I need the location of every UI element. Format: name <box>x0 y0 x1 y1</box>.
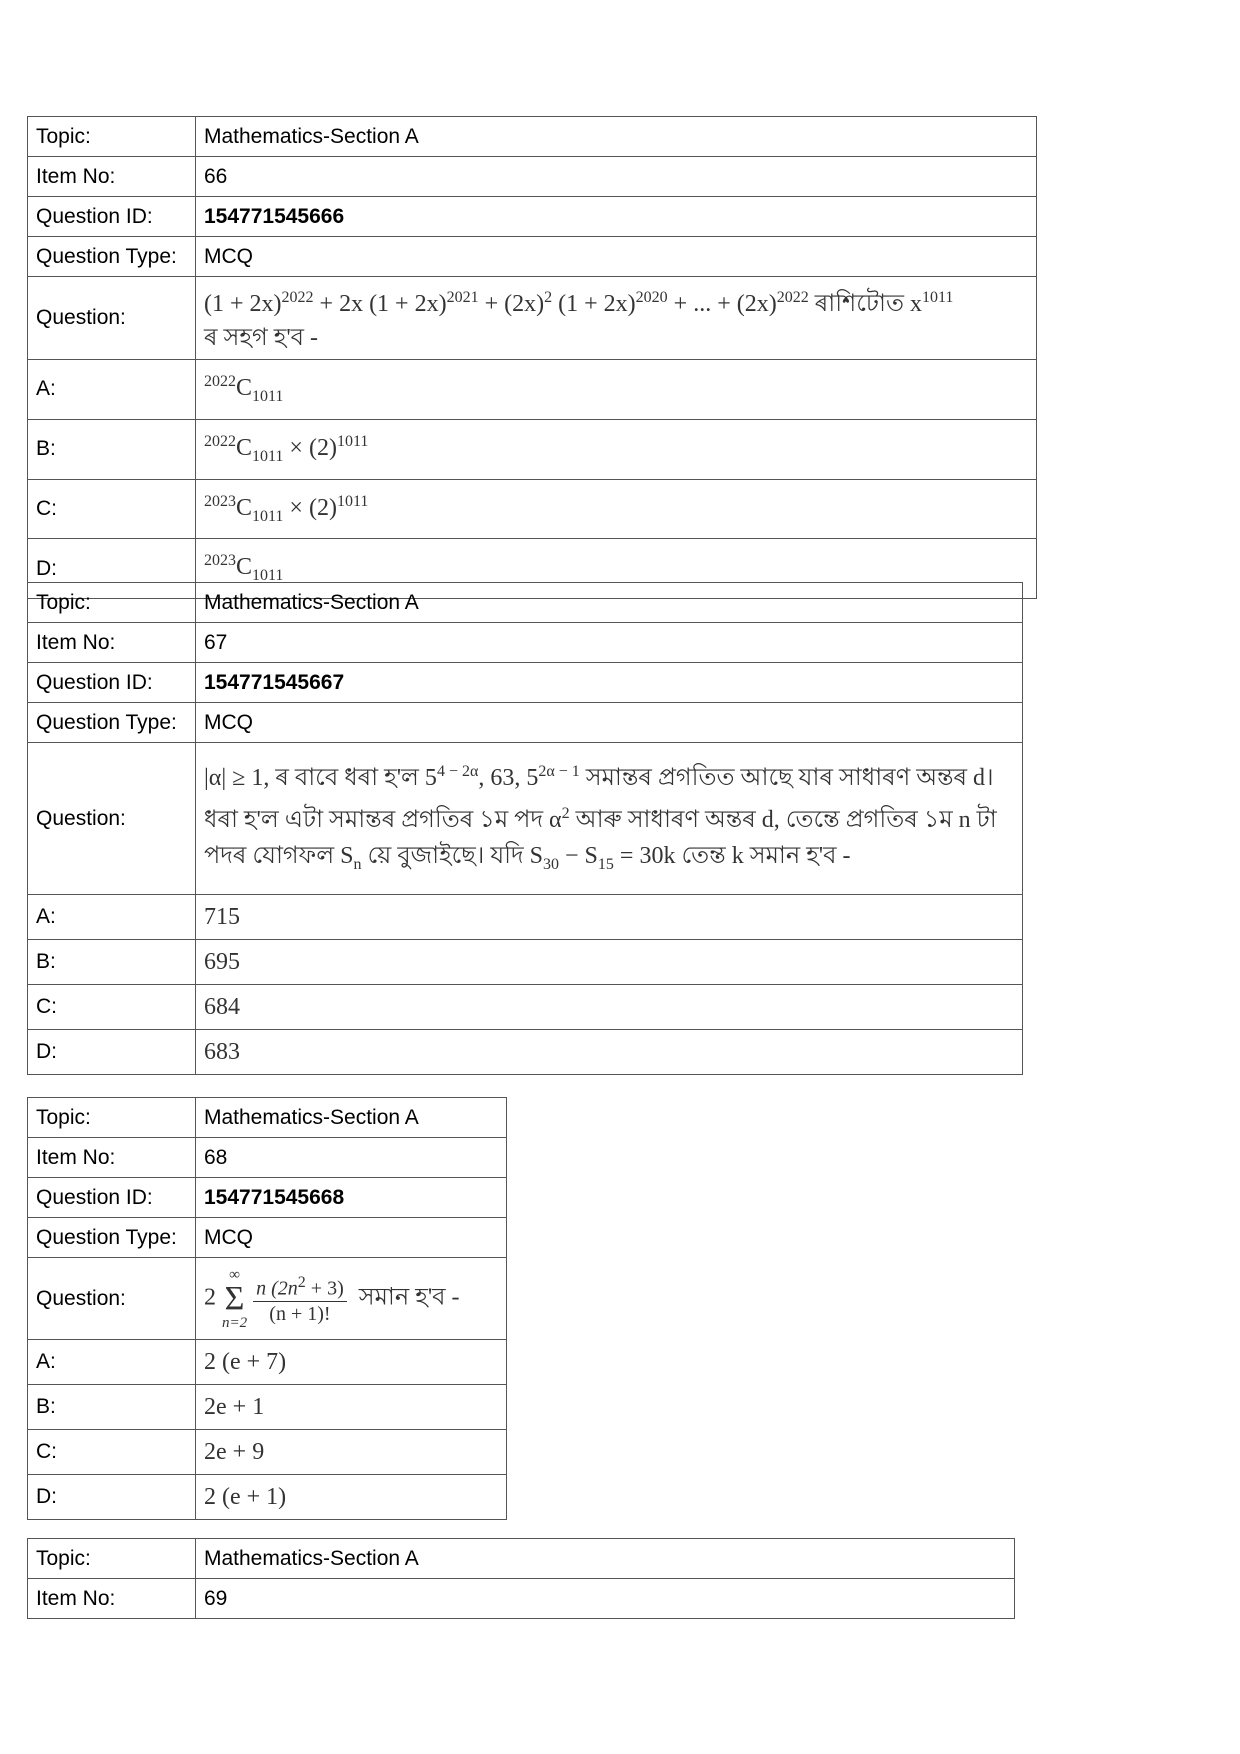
option-d-label: D: <box>28 539 196 599</box>
q-part: + (2x) <box>478 291 545 317</box>
q-part: , 63, 5 <box>478 765 539 792</box>
option-a-value: 715 <box>196 895 1023 940</box>
topic-value: Mathematics-Section A <box>196 1098 507 1138</box>
q-part: সমান্তৰ প্ৰগতিত আছে যাৰ সাধাৰণ অন্তৰ d। ধৰা হ'ল এটা সমান্তৰ প্ৰগতিৰ ১ম পদ α <box>204 765 994 834</box>
question-type-value: MCQ <box>196 1218 507 1258</box>
sum-lower-limit: n=2 <box>222 1314 248 1331</box>
option-c-value: 2e + 9 <box>196 1430 507 1475</box>
topic-label: Topic: <box>28 1539 196 1579</box>
q-part: আৰু সাধাৰণ অন্তৰ d, তেন্তে প্ৰগতিৰ ১ম n টা পদৰ যোগফল S <box>204 807 997 870</box>
q-exp: 2022 <box>776 289 809 306</box>
option-b-value <box>196 419 1037 479</box>
opt-pre: 2023 <box>204 492 236 510</box>
topic-value: Mathematics-Section A <box>196 117 1037 157</box>
opt-sub: 1011 <box>252 567 284 585</box>
question-label: Question: <box>28 743 196 895</box>
q-part: (1 + 2x) <box>204 291 282 317</box>
sigma-symbol: Σ <box>224 1279 245 1317</box>
question-id-label: Question ID: <box>28 197 196 237</box>
option-c-label: C: <box>28 479 196 539</box>
item-no-value: 66 <box>196 157 1037 197</box>
opt-c: C <box>236 434 253 461</box>
question-id-value: 154771545668 <box>196 1178 507 1218</box>
q-part: (1 + 2x) <box>552 291 636 317</box>
question-id-label: Question ID: <box>28 1178 196 1218</box>
question-type-value: MCQ <box>196 703 1023 743</box>
question-id-value: 154771545666 <box>196 197 1037 237</box>
opt-c: C <box>236 554 253 581</box>
option-c-label: C: <box>28 1430 196 1475</box>
topic-label: Topic: <box>28 117 196 157</box>
q-exp: 2021 <box>446 289 479 306</box>
opt-sub: 1011 <box>252 387 284 405</box>
q-part: = 30k তেন্ত k সমান হ'ব - <box>613 843 851 870</box>
question-text <box>196 1258 507 1340</box>
opt-pre: 2022 <box>204 432 236 450</box>
option-c-value: 684 <box>196 985 1023 1030</box>
option-b-label: B: <box>28 1385 196 1430</box>
q-exp: 4 − 2α <box>436 763 479 781</box>
option-a-label: A: <box>28 360 196 420</box>
item-no-label: Item No: <box>28 623 196 663</box>
summation <box>222 1268 247 1330</box>
option-c-value <box>196 479 1037 539</box>
topic-value: Mathematics-Section A <box>196 583 1023 623</box>
opt-pre: 2022 <box>204 373 236 390</box>
opt-tail: × (2) <box>283 494 337 521</box>
option-d-value: 2 (e + 1) <box>196 1475 507 1520</box>
q-exp: 2 <box>544 289 553 306</box>
option-c-label: C: <box>28 985 196 1030</box>
fraction-numerator <box>253 1271 347 1302</box>
option-b-value: 2e + 1 <box>196 1385 507 1430</box>
q-part: |α| ≥ 1, ৰ বাবে ধৰা হ'ল 5 <box>204 765 437 792</box>
opt-exp: 1011 <box>336 492 369 510</box>
question-text <box>196 743 1023 895</box>
opt-pre: 2023 <box>204 552 236 570</box>
option-a-label: A: <box>28 1340 196 1385</box>
opt-sub: 1011 <box>252 507 284 525</box>
q-exp: 2 <box>561 805 570 823</box>
option-b-value: 695 <box>196 940 1023 985</box>
q-part: ৰ সহগ হ'ব - <box>204 325 318 351</box>
q-sub: 15 <box>597 855 614 873</box>
q-part: ৰাশিটোত x <box>808 291 922 317</box>
opt-c: C <box>236 494 253 521</box>
q-exp: 2020 <box>635 289 668 306</box>
item-no-label: Item No: <box>28 1579 196 1619</box>
option-d-value: 683 <box>196 1030 1023 1075</box>
question-type-label: Question Type: <box>28 703 196 743</box>
question-type-label: Question Type: <box>28 1218 196 1258</box>
question-table-68 <box>27 1097 507 1520</box>
question-label: Question: <box>28 1258 196 1340</box>
item-no-label: Item No: <box>28 157 196 197</box>
question-id-value: 154771545667 <box>196 663 1023 703</box>
topic-label: Topic: <box>28 583 196 623</box>
option-d-label: D: <box>28 1030 196 1075</box>
q-coef: 2 <box>204 1284 216 1311</box>
question-type-label: Question Type: <box>28 237 196 277</box>
topic-value: Mathematics-Section A <box>196 1539 1015 1579</box>
option-a-label: A: <box>28 895 196 940</box>
option-a-value: 2 (e + 7) <box>196 1340 507 1385</box>
option-a-value <box>196 360 1037 420</box>
num-part: n (2n <box>256 1277 298 1300</box>
question-label: Question: <box>28 277 196 360</box>
option-d-label: D: <box>28 1475 196 1520</box>
q-tail: সমান হ'ব - <box>358 1284 460 1311</box>
opt-sub: 1011 <box>252 447 284 465</box>
q-part: + ... + (2x) <box>667 291 777 317</box>
question-table-66 <box>27 116 1037 599</box>
question-type-value: MCQ <box>196 237 1037 277</box>
q-sub: n <box>353 855 362 873</box>
question-id-label: Question ID: <box>28 663 196 703</box>
item-no-value: 68 <box>196 1138 507 1178</box>
topic-label: Topic: <box>28 1098 196 1138</box>
opt-c: C <box>236 375 253 401</box>
item-no-label: Item No: <box>28 1138 196 1178</box>
q-exp: 2022 <box>281 289 314 306</box>
num-exp: 2 <box>297 1274 306 1292</box>
question-table-69 <box>27 1538 1015 1619</box>
item-no-value: 69 <box>196 1579 1015 1619</box>
q-part: য়ে বুজাইছে। যদি S <box>361 843 544 870</box>
q-exp: 2α − 1 <box>538 763 580 781</box>
fraction <box>253 1271 347 1326</box>
item-no-value: 67 <box>196 623 1023 663</box>
num-part: + 3) <box>305 1277 344 1300</box>
fraction-denominator: (n + 1)! <box>269 1302 331 1325</box>
option-b-label: B: <box>28 940 196 985</box>
opt-tail: × (2) <box>283 434 337 461</box>
sum-upper-limit: ∞ <box>229 1266 240 1283</box>
question-text <box>196 277 1037 360</box>
q-sub: 30 <box>543 855 560 873</box>
q-part: + 2x (1 + 2x) <box>313 291 447 317</box>
q-part: − S <box>559 843 598 870</box>
opt-exp: 1011 <box>336 432 369 450</box>
q-exp: 1011 <box>921 289 954 306</box>
option-b-label: B: <box>28 419 196 479</box>
question-table-67 <box>27 582 1023 1075</box>
